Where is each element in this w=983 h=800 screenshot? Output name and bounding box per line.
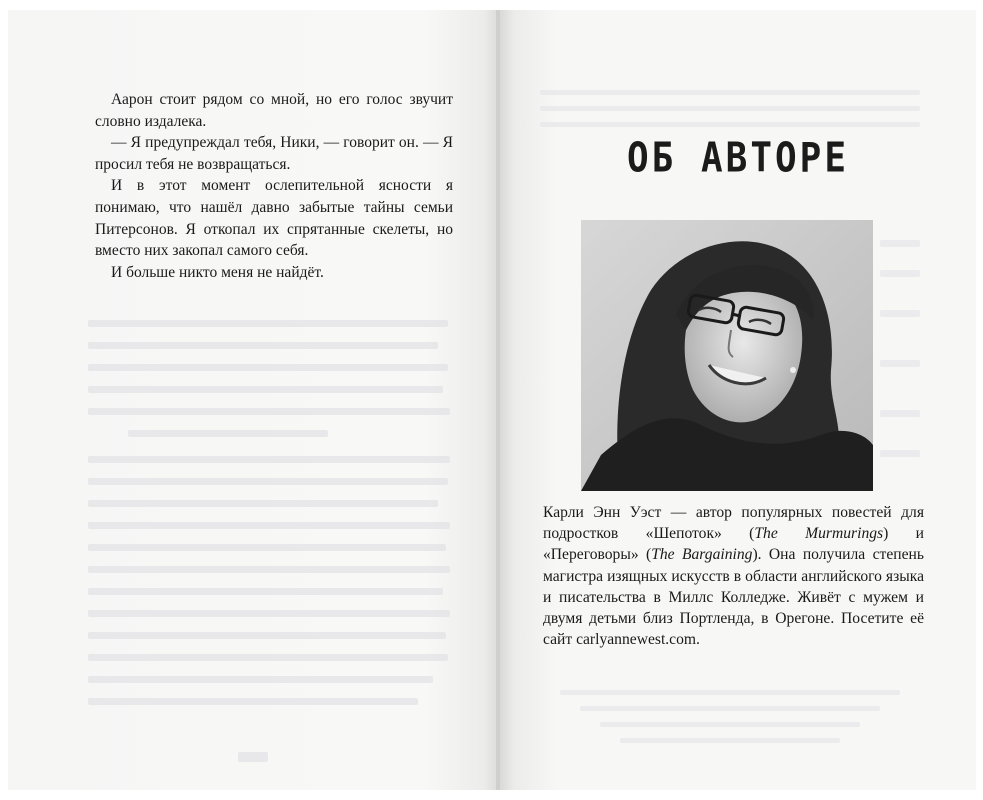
paragraph: — Я предупреждал тебя, Ники, — говорит он. — Я просил тебя не возвращаться. xyxy=(95,134,453,173)
bio-text: ). Она получила степень магистра изящных искусств в области английского языка и писательства в Миллс Колледже. Живёт с мужем и двумя детьми близ Портленда, в Орегоне. Посетите её сайт carlyannewest.com. xyxy=(543,546,924,649)
page-title: ОБ АВТОРЕ xyxy=(626,134,850,183)
story-ending-text xyxy=(95,89,453,283)
book-title: The Bargaining xyxy=(651,546,753,564)
left-page xyxy=(8,10,498,790)
book-title: The Murmurings xyxy=(754,525,884,543)
paragraph: И в этот момент ослепительной ясности я понимаю, что нашёл давно забытые тайны семьи Питерсонов. Я откопал их спрятанные скелеты, но вместо них закопал самого себя. xyxy=(95,177,453,260)
paragraph: И больше никто меня не найдёт. xyxy=(111,263,324,281)
bio-paragraph xyxy=(543,502,924,650)
bio-text: Карли Энн Уэст — автор популярных повестей для подростков «Шепоток» ( xyxy=(543,504,924,543)
bio-text: ) и «Переговоры» ( xyxy=(543,525,925,564)
author-bio xyxy=(543,502,924,650)
paragraph: Аарон стоит рядом со мной, но его голос звучит словно издалека. xyxy=(95,91,453,130)
right-page xyxy=(500,10,976,790)
author-photo xyxy=(581,220,873,491)
